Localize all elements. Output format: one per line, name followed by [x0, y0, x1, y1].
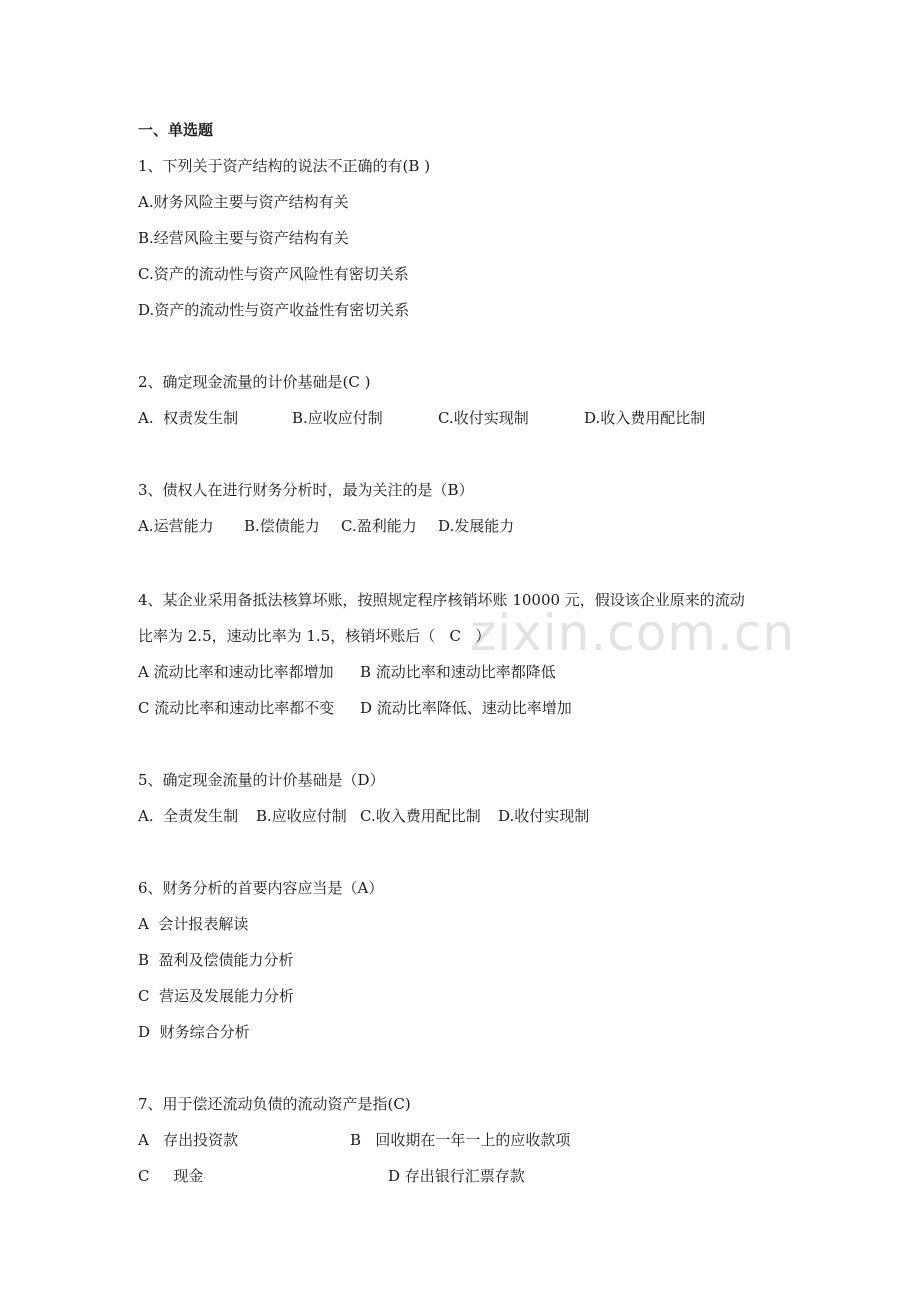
- watermark: zixin.com.cn: [470, 604, 796, 662]
- question-1-stem: 1、下列关于资产结构的说法不正确的有(B ): [138, 157, 431, 175]
- question-5-option-b: B.应收应付制: [256, 807, 347, 825]
- question-4-option-b: B 流动比率和速动比率都降低: [360, 663, 556, 681]
- question-2-option-c: C.收付实现制: [438, 409, 529, 427]
- question-4-option-c: C 流动比率和速动比率都不变: [138, 699, 335, 717]
- question-6-stem: 6、财务分析的首要内容应当是（A）: [138, 879, 384, 897]
- question-7-option-c: C 现金: [138, 1167, 204, 1185]
- question-2-option-b: B.应收应付制: [292, 409, 383, 427]
- question-7-option-b: B 回收期在一年一上的应收款项: [350, 1131, 571, 1149]
- question-4-option-d: D 流动比率降低、速动比率增加: [360, 699, 572, 717]
- question-3-option-b: B.偿债能力: [244, 517, 320, 535]
- question-2-option-a: A. 权责发生制: [138, 409, 239, 427]
- question-5-option-a: A. 全责发生制: [138, 807, 239, 825]
- question-2-option-d: D.收入费用配比制: [584, 409, 706, 427]
- question-7-option-d: D 存出银行汇票存款: [388, 1167, 525, 1185]
- question-5-option-c: C.收入费用配比制: [360, 807, 481, 825]
- question-5-stem: 5、确定现金流量的计价基础是（D）: [138, 771, 385, 789]
- question-6-option-b: B 盈利及偿债能力分析: [138, 951, 294, 969]
- question-6-option-c: C 营运及发展能力分析: [138, 987, 295, 1005]
- question-6-option-d: D 财务综合分析: [138, 1023, 250, 1041]
- question-3-stem: 3、债权人在进行财务分析时，最为关注的是（B）: [138, 481, 474, 499]
- question-3-option-a: A.运营能力: [138, 517, 214, 535]
- question-6-option-a: A 会计报表解读: [138, 915, 249, 933]
- question-7-option-a: A 存出投资款: [138, 1131, 239, 1149]
- question-1-option-d: D.资产的流动性与资产收益性有密切关系: [138, 301, 410, 319]
- question-5-option-d: D.收付实现制: [498, 807, 590, 825]
- question-1-option-b: B.经营风险主要与资产结构有关: [138, 229, 349, 247]
- question-3-option-d: D.发展能力: [438, 517, 515, 535]
- question-7-stem: 7、用于偿还流动负债的流动资产是指(C): [138, 1095, 411, 1113]
- section-title: 一、单选题: [138, 121, 214, 139]
- question-3-option-c: C.盈利能力: [341, 517, 417, 535]
- question-4-stem: 4、某企业采用备抵法核算坏账，按照规定程序核销坏账 10000 元，假设该企业原来的流动: [138, 591, 745, 609]
- question-4-stem-line2: 比率为 2.5，速动比率为 1.5，核销坏账后（ C ）: [138, 627, 491, 645]
- question-2-stem: 2、确定现金流量的计价基础是(C ): [138, 373, 371, 391]
- question-4-option-a: A 流动比率和速动比率都增加: [138, 663, 334, 681]
- question-1-option-a: A.财务风险主要与资产结构有关: [138, 193, 349, 211]
- question-1-option-c: C.资产的流动性与资产风险性有密切关系: [138, 265, 409, 283]
